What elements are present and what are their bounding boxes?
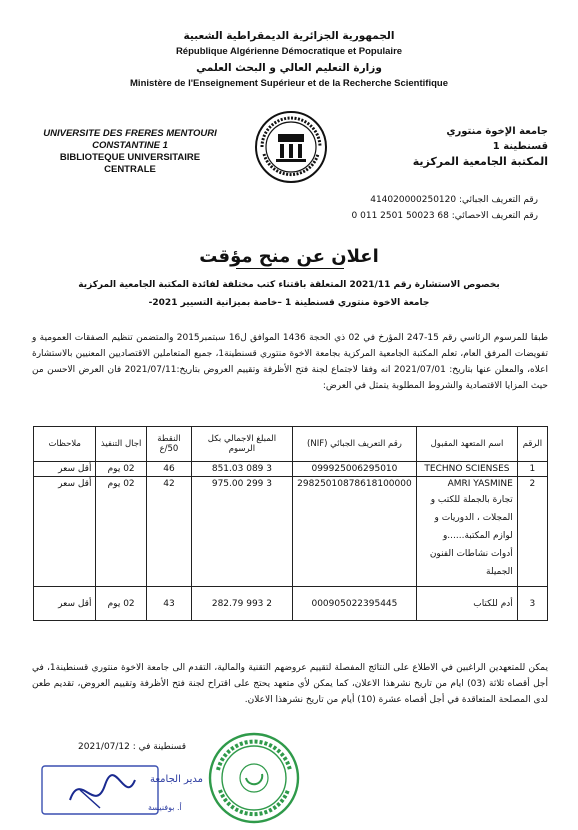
cell-bidder: TECHNO SCIENSES bbox=[417, 462, 518, 477]
cell-note: أقل سعر bbox=[34, 462, 96, 477]
table-row bbox=[34, 587, 548, 621]
table-row bbox=[34, 462, 548, 477]
col-header-score: النقطة 50/ع bbox=[146, 427, 191, 462]
header-republic-ar: الجمهورية الجزائرية الديمقراطية الشعبية bbox=[183, 30, 395, 42]
tax-id-row bbox=[278, 192, 538, 208]
subtitle-consultation: بخصوص الاستشارة رقم 2021/11 المتعلقة باقتناء كتب مختلفة لفائدة المكتبة الجامعية المركزية bbox=[78, 280, 500, 290]
cell-amount: 2 993 282.79 bbox=[192, 587, 293, 621]
results-table bbox=[33, 426, 548, 621]
col-header-bidder: اسم المتعهد المقبول bbox=[417, 427, 518, 462]
page-title: اعلان عن منح مؤقت bbox=[199, 246, 379, 267]
subtitle-budget: جامعة الاخوة منتوري قسنطينة 1 –خاصة بميزانية التسيير 2021- bbox=[148, 298, 430, 308]
cell-number: 2 bbox=[517, 477, 547, 587]
col-header-delay: اجال التنفيذ bbox=[96, 427, 146, 462]
university-logo bbox=[254, 110, 328, 184]
tax-id-value: 414020000250120 bbox=[370, 195, 457, 205]
university-block-fr bbox=[30, 128, 230, 176]
cell-number: 3 bbox=[517, 587, 547, 621]
bidder-name: AMRI YASMINE bbox=[447, 479, 513, 489]
signature-name: أ. بوفنيسة bbox=[148, 803, 182, 812]
cell-nif: 000905022395445 bbox=[292, 587, 416, 621]
cell-nif: 29825010878618100000 bbox=[292, 477, 416, 587]
library-name-ar: المكتبة الجامعية المركزية bbox=[412, 155, 548, 168]
official-stamp bbox=[206, 730, 302, 826]
title-underline bbox=[236, 268, 344, 269]
stat-id-row bbox=[278, 208, 538, 224]
col-header-notes: ملاحظات bbox=[34, 427, 96, 462]
cell-number: 1 bbox=[517, 462, 547, 477]
cell-nif: 099925006295010 bbox=[292, 462, 416, 477]
cell-bidder bbox=[417, 477, 518, 587]
table-header-row bbox=[34, 427, 548, 462]
cell-score: 43 bbox=[146, 587, 191, 621]
place-date: قسنطينة في : 2021/07/12 bbox=[78, 742, 186, 752]
university-city-ar: قسنطينة 1 bbox=[492, 141, 548, 152]
cell-note: أقل سعر bbox=[34, 587, 96, 621]
cell-score: 46 bbox=[146, 462, 191, 477]
header-ministry-ar: وزارة التعليم العالي و البحث العلمي bbox=[196, 62, 382, 74]
university-block-ar bbox=[388, 124, 548, 169]
stat-id-value: 0 011 2501 50023 68 bbox=[351, 211, 449, 221]
col-header-amount: المبلغ الاجمالي بكل الرسوم bbox=[192, 427, 293, 462]
header-ministry-fr: Ministère de l'Enseignement Supérieur et de la Recherche Scientifique bbox=[130, 78, 448, 89]
announcement-paragraph: طبقا للمرسوم الرئاسي رقم 15-247 المؤرخ في 02 ذي الحجة 1436 الموافق ل16 سبتمبر2015 والمتضمن تنظيم الصفقات العمومية و تفويضات المرفق العام، تعلم المكتبة الجامعية المركزية بجامعة الاخوة منتوري قسنطينة1، جميع المتعاملين الاقتصاديين المعنيين بالاستشارة اعلاه، والمعلن عنها بتاريخ: 2021/07/01 انه وفقا لاجتماع لجنة فتح الأظرفة وتقييم العروض بتاريخ:2021/07/11 فان العرض الاحسن من حيث المزايا الاقتصادية والشروط المطلوبة يتمثل في العرض: bbox=[32, 333, 549, 391]
cell-delay: 02 يوم bbox=[96, 477, 146, 587]
library-name-fr: BIBLIOTEQUE UNIVERSITAIRE bbox=[59, 152, 201, 163]
identifiers bbox=[278, 192, 538, 224]
stat-id-label: رقم التعريف الاحصائي: bbox=[451, 211, 538, 221]
university-city-fr: CONSTANTINE 1 bbox=[92, 140, 168, 151]
cell-note: أقل سعر bbox=[34, 477, 96, 587]
tax-id-label: رقم التعريف الجبائي: bbox=[459, 195, 538, 205]
university-name-ar: جامعة الإخوة منتوري bbox=[446, 126, 548, 137]
cell-bidder: أدم للكتاب bbox=[417, 587, 518, 621]
table-row bbox=[34, 477, 548, 587]
cell-delay: 02 يوم bbox=[96, 587, 146, 621]
closing-paragraph: يمكن للمتعهدين الراغبين في الاطلاع على النتائج المفصلة لتقييم عروضهم التقنية والمالية، التقدم الى جامعة الاخوة منتوري قسنطينة1، في أجل أقصاه ثلاثة (03) ايام من تاريخ نشرهذا الاعلان، كما يمكن لأي متعهد يحتج على اقتراح لجنة فتح الأظرفة وتقييم العروض، تقديم طعن لدى المصلحة المتعاقدة في أجل أقصاه عشرة (10) أيام من تاريخ نشرهذا الاعلان. bbox=[32, 663, 548, 705]
col-header-number: الرقم bbox=[517, 427, 547, 462]
director-signature bbox=[40, 760, 203, 820]
cell-amount: 3 089 851.03 bbox=[192, 462, 293, 477]
bidder-activity: تجارة بالجملة للكتب و المجلات ، الدوريات و لوازم المكتبة......و أدوات نشاطات الفنون الجميلة bbox=[429, 495, 513, 577]
university-name-fr: UNIVERSITE DES FRERES MENTOURI bbox=[43, 128, 217, 139]
library-name-fr-2: CENTRALE bbox=[104, 164, 156, 175]
signature-title: مدير الجامعة bbox=[150, 774, 203, 785]
header-republic-fr: République Algérienne Démocratique et Populaire bbox=[175, 46, 403, 57]
cell-delay: 02 يوم bbox=[96, 462, 146, 477]
col-header-nif: رقم التعريف الجبائي (NIF) bbox=[292, 427, 416, 462]
cell-score: 42 bbox=[146, 477, 191, 587]
cell-amount: 3 299 975.00 bbox=[192, 477, 293, 587]
